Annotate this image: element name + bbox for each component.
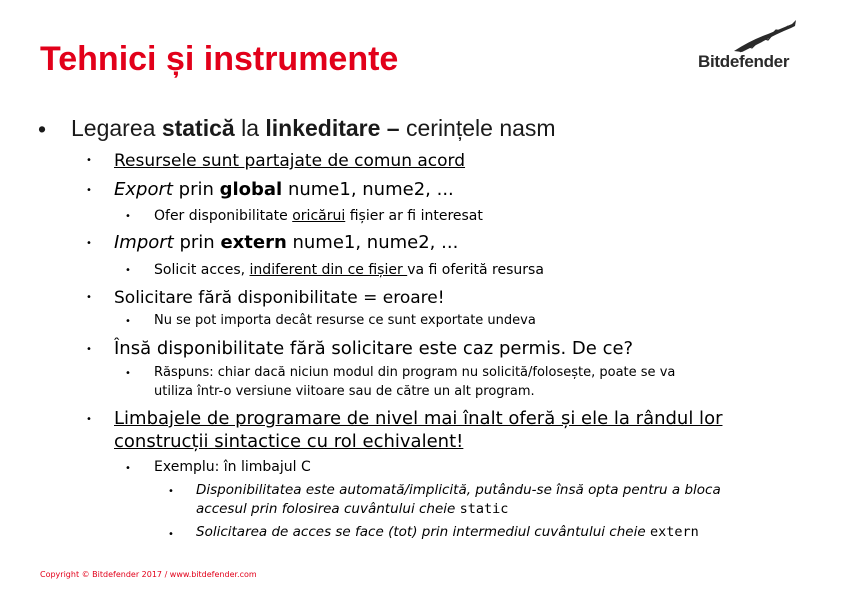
main-point xyxy=(71,115,556,142)
item-fara: Solicitare fără disponibilitate = eroare! xyxy=(114,288,445,308)
main-dash: – xyxy=(380,115,406,141)
main-mid: la xyxy=(234,115,266,141)
item-resurse: Resursele sunt partajate de comun acord xyxy=(114,151,466,171)
bullet: • xyxy=(86,292,92,303)
import-keyword: Import xyxy=(114,232,174,253)
bullet: • xyxy=(125,265,131,276)
logo-wordmark: Bitdefender xyxy=(698,52,790,71)
item-solicit xyxy=(154,262,544,278)
bullet: • xyxy=(86,414,92,425)
disp-pre: accesul prin folosirea cuvântului cheie xyxy=(196,501,460,517)
bullet: • xyxy=(38,116,47,142)
item-disp-line1: Disponibilitatea este automată/implicită, putându-se însă opta pentru a bloca xyxy=(196,482,721,498)
import-mid: prin xyxy=(173,232,221,253)
footer-copyright: Copyright © Bitdefender 2017 / www.bitdefender.com xyxy=(40,570,257,579)
bullet: • xyxy=(86,344,92,355)
solicit-underlined: indiferent din ce fișier xyxy=(249,262,408,278)
bullet: • xyxy=(168,486,174,497)
export-keyword: Export xyxy=(114,179,173,200)
item-solic xyxy=(196,524,699,540)
solicit-post: va fi oferită resursa xyxy=(407,262,544,278)
item-raspuns-line1: Răspuns: chiar dacă niciun modul din program nu solicită/folosește, poate se va xyxy=(154,365,676,380)
bullet: • xyxy=(86,238,92,249)
bullet: • xyxy=(86,185,92,196)
item-export xyxy=(114,179,454,200)
bitdefender-logo xyxy=(696,18,806,76)
item-import xyxy=(114,232,458,253)
item-ofer xyxy=(154,208,483,224)
import-extern: extern xyxy=(220,232,287,253)
bullet: • xyxy=(125,463,131,474)
disp-keyword: static xyxy=(459,501,509,517)
bullet: • xyxy=(125,211,131,222)
item-nu: Nu se pot importa decât resurse ce sunt exportate undeva xyxy=(154,313,536,328)
slide-title: Tehnici și instrumente xyxy=(40,40,399,78)
ofer-post: fișier ar fi interesat xyxy=(345,208,483,224)
bullet: • xyxy=(125,316,131,327)
bullet: • xyxy=(168,529,174,540)
solic-pre: Solicitarea de acces se face (tot) prin intermediul cuvântului cheie xyxy=(196,524,650,540)
export-rest: nume1, nume2, ... xyxy=(282,179,454,200)
item-exemplu: Exemplu: în limbajul C xyxy=(154,459,311,475)
export-global: global xyxy=(219,179,283,200)
ofer-pre: Ofer disponibilitate xyxy=(154,208,293,224)
item-limbaje-line2: construcții sintactice cu rol echivalent! xyxy=(114,431,464,452)
item-limbaje-line1: Limbajele de programare de nivel mai înalt oferă și ele la rândul lor xyxy=(114,408,723,429)
item-disp-line2 xyxy=(196,501,508,517)
main-kw-linkeditare: linkeditare xyxy=(265,115,381,141)
solicit-pre: Solicit acces, xyxy=(154,262,250,278)
item-raspuns-line2: utiliza într-o versiune viitoare sau de către un alt program. xyxy=(154,384,535,399)
main-kw-static: statică xyxy=(161,115,235,141)
main-pre: Legarea xyxy=(71,115,162,141)
item-insa: Însă disponibilitate fără solicitare este caz permis. De ce? xyxy=(114,338,634,359)
main-post: cerințele nasm xyxy=(406,115,556,141)
import-rest: nume1, nume2, ... xyxy=(286,232,459,253)
export-mid: prin xyxy=(172,179,220,200)
bullet: • xyxy=(86,155,92,166)
ofer-underlined: oricărui xyxy=(292,208,346,224)
solic-keyword: extern xyxy=(649,524,699,540)
bullet: • xyxy=(125,368,131,379)
